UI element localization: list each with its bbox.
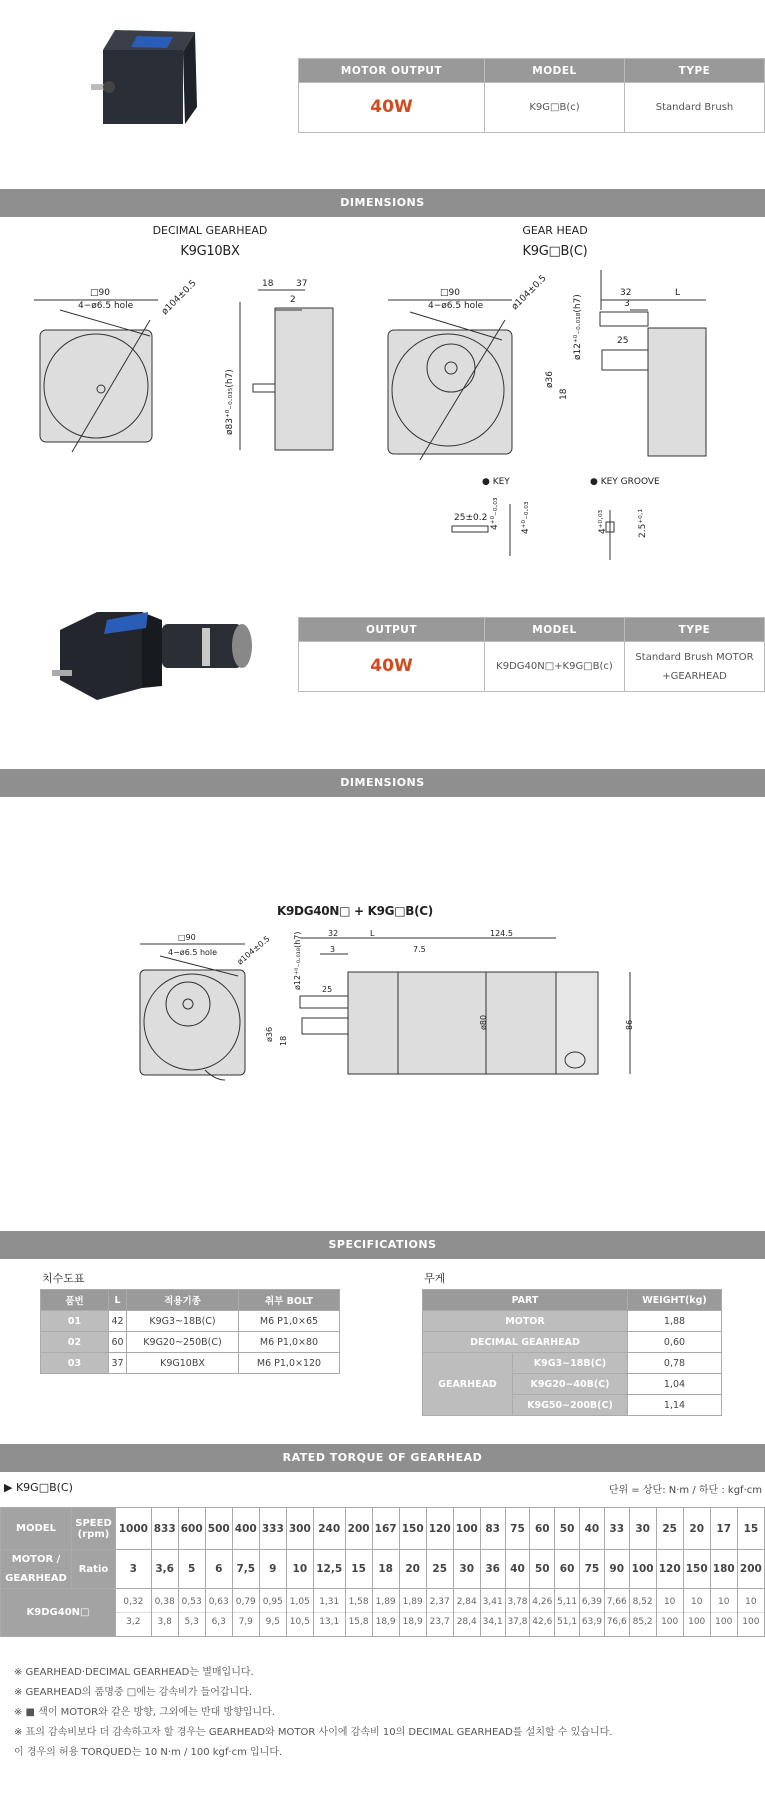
torque-cell xyxy=(737,1589,764,1637)
output-value: 40W xyxy=(299,83,485,133)
dim2-L: L xyxy=(370,930,375,938)
key-dim-4b: 4⁺⁰₋₀.₀₃ xyxy=(521,501,531,534)
cell: 0,78 xyxy=(628,1353,722,1374)
cell: M6 P1,0×80 xyxy=(239,1332,340,1353)
dim2-32: 32 xyxy=(328,930,339,938)
torque-cell xyxy=(286,1589,313,1637)
ratio-cell: 36 xyxy=(480,1550,505,1589)
dim2-pcd: ø104±0.5 xyxy=(235,934,272,967)
ratio-cell: 15 xyxy=(345,1550,372,1589)
drawing2-title: K9DG40N□ + K9G□B(C) xyxy=(276,904,433,918)
torque-cell xyxy=(629,1589,656,1637)
type-line-1: Standard Brush MOTOR xyxy=(635,651,754,663)
speed-cell: 833 xyxy=(151,1508,178,1550)
speed-cell: 83 xyxy=(480,1508,505,1550)
product2-table xyxy=(298,617,765,692)
torque-nm: 1,89 xyxy=(375,1597,396,1607)
torque-nm: 0,63 xyxy=(208,1597,229,1607)
dimensions-bar: DIMENSIONS xyxy=(0,189,765,217)
ratio-cell: 18 xyxy=(372,1550,399,1589)
motor-gearhead-side-view xyxy=(265,930,634,1074)
torque-nm: 0,95 xyxy=(262,1597,283,1607)
torque-unit-note: 단위 = 상단: N·m / 하단 : kgf·cm xyxy=(608,1485,762,1496)
motor-gearhead-front-view xyxy=(140,933,272,1080)
ratio-cell: 7,5 xyxy=(232,1550,259,1589)
torque-cell xyxy=(656,1589,683,1637)
torque-nm: 6,39 xyxy=(581,1597,602,1607)
dimensions-bar-2: DIMENSIONS xyxy=(0,769,765,797)
torque-cell xyxy=(683,1589,710,1637)
ratio-cell: 3,6 xyxy=(151,1550,178,1589)
model-value: K9G□B(c) xyxy=(485,83,625,133)
key-groove-label: ● KEY GROOVE xyxy=(590,477,660,487)
dim-25-1: 25 xyxy=(617,336,629,346)
col-part-no: 품번 xyxy=(41,1290,109,1311)
torque-kgfcm: 5,3 xyxy=(179,1612,205,1632)
col-part: PART xyxy=(423,1290,628,1311)
torque-nm: 1,31 xyxy=(319,1597,340,1607)
model-value: K9DG40N□+K9G□B(c) xyxy=(485,642,625,692)
cell: DECIMAL GEARHEAD xyxy=(423,1332,628,1353)
decimal-gearhead-side-view xyxy=(225,279,333,450)
gearhead-side-view xyxy=(545,270,706,456)
torque-cell xyxy=(205,1589,232,1637)
cell: 37 xyxy=(109,1353,127,1374)
ratio-cell: 12,5 xyxy=(313,1550,345,1589)
torque-cell xyxy=(480,1589,505,1637)
dimension-table-title: 치수도표 xyxy=(42,1272,85,1285)
speed-header: SPEED (rpm) xyxy=(72,1508,116,1550)
speed-cell: 167 xyxy=(372,1508,399,1550)
torque-kgfcm: 3,8 xyxy=(152,1612,178,1632)
table-row xyxy=(423,1311,722,1332)
torque-cell xyxy=(399,1589,426,1637)
right-drawing-model: K9G□B(C) xyxy=(522,244,588,259)
header-model: MODEL xyxy=(485,618,625,642)
torque-nm: 3,78 xyxy=(507,1597,528,1607)
motor-gearhead-header: MOTOR / GEARHEAD xyxy=(1,1550,72,1589)
cell: MOTOR xyxy=(423,1311,628,1332)
key-dim-4a: 4⁺⁰₋₀.₀₃ xyxy=(490,497,500,530)
header-type: TYPE xyxy=(625,618,765,642)
ratio-cell: 100 xyxy=(629,1550,656,1589)
torque-nm: 10 xyxy=(663,1597,676,1607)
speed-cell: 333 xyxy=(259,1508,286,1550)
cell: 01 xyxy=(41,1311,109,1332)
cell: 42 xyxy=(109,1311,127,1332)
speed-cell: 150 xyxy=(399,1508,426,1550)
table-row xyxy=(41,1332,340,1353)
technical-drawing-1 xyxy=(0,270,765,570)
torque-cell xyxy=(259,1589,286,1637)
torque-kgfcm: 37,8 xyxy=(506,1612,530,1632)
speed-cell: 75 xyxy=(505,1508,530,1550)
speed-cell: 600 xyxy=(178,1508,205,1550)
ratio-cell: 40 xyxy=(505,1550,530,1589)
torque-cell xyxy=(555,1589,580,1637)
motor-model: K9DG40N□ xyxy=(1,1589,116,1637)
cell: 1,04 xyxy=(628,1374,722,1395)
dim-L: L xyxy=(675,288,681,298)
dim2-80: ø80 xyxy=(479,1014,488,1030)
torque-nm: 2,84 xyxy=(456,1597,477,1607)
torque-model-title: ▶ K9G□B(C) xyxy=(4,1481,73,1494)
left-drawing-heading: DECIMAL GEARHEAD xyxy=(152,224,268,237)
note-5: 이 경우의 허용 TORQUED는 10 N·m / 100 kgf·cm 입니다. xyxy=(14,1747,283,1758)
speed-cell: 60 xyxy=(530,1508,555,1550)
cell: M6 P1,0×65 xyxy=(239,1311,340,1332)
torque-cell xyxy=(426,1589,453,1637)
key-dim-25: 25±0.2 xyxy=(454,513,488,523)
key-groove-detail xyxy=(590,477,660,560)
col-applicable: 적용기종 xyxy=(127,1290,239,1311)
dim2-25: 25 xyxy=(322,985,333,994)
gearhead-product-photo xyxy=(85,22,205,127)
dim2-75: 7.5 xyxy=(413,945,426,954)
left-drawing-model: K9G10BX xyxy=(180,244,240,259)
decimal-gearhead-front-view xyxy=(34,279,199,452)
torque-kgfcm: 7,9 xyxy=(233,1612,259,1632)
header-model: MODEL xyxy=(485,59,625,83)
header-type: TYPE xyxy=(625,59,765,83)
speed-cell: 240 xyxy=(313,1508,345,1550)
key-label: ● KEY xyxy=(482,477,510,487)
dim-18-1: 18 xyxy=(262,279,274,289)
ratio-cell: 6 xyxy=(205,1550,232,1589)
ratio-cell: 75 xyxy=(580,1550,605,1589)
torque-kgfcm: 10,5 xyxy=(287,1612,313,1632)
dim2-square: □90 xyxy=(178,933,196,942)
dim-18-2: 18 xyxy=(559,388,569,400)
cell: 1,14 xyxy=(628,1395,722,1416)
torque-kgfcm: 100 xyxy=(657,1612,683,1632)
torque-kgfcm: 18,9 xyxy=(373,1612,399,1632)
torque-cell xyxy=(505,1589,530,1637)
cell: 03 xyxy=(41,1353,109,1374)
dim-32: 32 xyxy=(620,288,632,298)
ratio-cell: 10 xyxy=(286,1550,313,1589)
torque-cell xyxy=(232,1589,259,1637)
torque-kgfcm: 3,2 xyxy=(116,1612,151,1632)
col-bolt: 취부 BOLT xyxy=(239,1290,340,1311)
ratio-cell: 150 xyxy=(683,1550,710,1589)
cell: GEARHEAD xyxy=(423,1353,513,1416)
torque-cell xyxy=(580,1589,605,1637)
col-weight: WEIGHT(kg) xyxy=(628,1290,722,1311)
motor-gearhead-product-photo xyxy=(52,590,252,705)
dimension-table xyxy=(40,1289,340,1374)
torque-nm: 0,79 xyxy=(235,1597,256,1607)
dim-2: 2 xyxy=(290,295,296,305)
technical-drawing-2 xyxy=(0,930,765,1090)
cell: K9G50~200B(C) xyxy=(513,1395,628,1416)
dim-hole-2: 4−ø6.5 hole xyxy=(428,301,484,311)
dim-pcd-2: ø104±0.5 xyxy=(510,273,549,313)
speed-cell: 40 xyxy=(580,1508,605,1550)
cell: K9G3~18B(C) xyxy=(127,1311,239,1332)
cell: 60 xyxy=(109,1332,127,1353)
torque-kgfcm: 85,2 xyxy=(630,1612,656,1632)
dim-hole-1: 4−ø6.5 hole xyxy=(78,301,134,311)
cell: K9G20~40B(C) xyxy=(513,1374,628,1395)
cell: 1,88 xyxy=(628,1311,722,1332)
dim-37: 37 xyxy=(296,279,308,289)
dim2-124: 124.5 xyxy=(490,930,513,938)
ratio-header: Ratio xyxy=(72,1550,116,1589)
ratio-cell: 60 xyxy=(555,1550,580,1589)
table-row xyxy=(423,1332,722,1353)
torque-cell xyxy=(345,1589,372,1637)
torque-cell xyxy=(530,1589,555,1637)
torque-nm: 7,66 xyxy=(606,1597,627,1607)
gearhead-front-view xyxy=(388,274,549,460)
torque-nm: 10 xyxy=(745,1597,757,1607)
type-value xyxy=(625,642,765,692)
torque-kgfcm: 28,4 xyxy=(454,1612,480,1632)
right-drawing-heading: GEAR HEAD xyxy=(522,224,588,237)
dim-36: ø36 xyxy=(545,371,555,388)
note-4: ※ 표의 감속비보다 더 감속하고자 할 경우는 GEARHEAD와 MOTOR 사이에 감속비 10의 DECIMAL GEARHEAD를 설치할 수 있습니다. xyxy=(14,1727,613,1738)
dim-square-1: □90 xyxy=(90,288,110,298)
ratio-cell: 50 xyxy=(530,1550,555,1589)
torque-kgfcm: 63,9 xyxy=(580,1612,604,1632)
torque-kgfcm: 23,7 xyxy=(427,1612,453,1632)
torque-cell xyxy=(604,1589,629,1637)
torque-kgfcm: 13,1 xyxy=(314,1612,345,1632)
torque-cell xyxy=(116,1589,152,1637)
speed-cell: 120 xyxy=(426,1508,453,1550)
model-header: MODEL xyxy=(1,1508,72,1550)
torque-nm: 10 xyxy=(718,1597,730,1607)
torque-nm: 3,41 xyxy=(482,1597,503,1607)
dim-3: 3 xyxy=(624,299,630,309)
cell: K9G10BX xyxy=(127,1353,239,1374)
torque-nm: 1,58 xyxy=(348,1597,369,1607)
weight-table-title: 무게 xyxy=(424,1272,446,1285)
torque-nm: 0,32 xyxy=(123,1597,144,1607)
type-line-2: +GEARHEAD xyxy=(662,670,727,682)
note-1: ※ GEARHEAD·DECIMAL GEARHEAD는 별매입니다. xyxy=(14,1667,254,1678)
torque-nm: 2,37 xyxy=(429,1597,450,1607)
header-output: MOTOR OUTPUT xyxy=(299,59,485,83)
dim2-18: 18 xyxy=(279,1035,288,1046)
ratio-cell: 200 xyxy=(737,1550,764,1589)
ratio-cell: 9 xyxy=(259,1550,286,1589)
torque-nm: 0,53 xyxy=(181,1597,202,1607)
torque-nm: 8,52 xyxy=(632,1597,653,1607)
groove-dim-25: 2.5⁺⁰·¹ xyxy=(638,508,648,538)
dim2-86: 86 xyxy=(625,1019,634,1030)
torque-cell xyxy=(710,1589,737,1637)
torque-nm: 0,38 xyxy=(154,1597,175,1607)
torque-nm: 4,26 xyxy=(532,1597,553,1607)
torque-cell xyxy=(178,1589,205,1637)
table-row xyxy=(423,1353,722,1374)
speed-cell: 500 xyxy=(205,1508,232,1550)
torque-kgfcm: 6,3 xyxy=(206,1612,232,1632)
weight-table xyxy=(422,1289,722,1416)
speed-cell: 25 xyxy=(656,1508,683,1550)
key-detail xyxy=(452,477,531,556)
speed-cell: 33 xyxy=(604,1508,629,1550)
torque-kgfcm: 51,1 xyxy=(555,1612,579,1632)
speed-cell: 15 xyxy=(737,1508,764,1550)
specifications-bar: SPECIFICATIONS xyxy=(0,1231,765,1259)
table-row xyxy=(41,1353,340,1374)
dim-square-2: □90 xyxy=(440,288,460,298)
note-3: ※ ■ 색이 MOTOR와 같은 방향, 그외에는 반대 방향입니다. xyxy=(14,1707,275,1718)
groove-dim-4: 4⁺⁰·⁰³ xyxy=(598,509,608,534)
torque-nm: 1,89 xyxy=(402,1597,423,1607)
torque-nm: 10 xyxy=(690,1597,703,1607)
torque-kgfcm: 100 xyxy=(738,1612,764,1632)
cell: 0,60 xyxy=(628,1332,722,1353)
speed-cell: 17 xyxy=(710,1508,737,1550)
torque-nm: 1,05 xyxy=(289,1597,310,1607)
ratio-cell: 20 xyxy=(399,1550,426,1589)
dim-shaft-83: ø83⁺⁰₋₀.₀₃₅(h7) xyxy=(225,369,235,435)
speed-cell: 30 xyxy=(629,1508,656,1550)
speed-cell: 300 xyxy=(286,1508,313,1550)
torque-cell xyxy=(453,1589,480,1637)
speed-cell: 50 xyxy=(555,1508,580,1550)
speed-cell: 20 xyxy=(683,1508,710,1550)
speed-cell: 100 xyxy=(453,1508,480,1550)
cell: 02 xyxy=(41,1332,109,1353)
table-row xyxy=(41,1311,340,1332)
ratio-cell: 120 xyxy=(656,1550,683,1589)
torque-kgfcm: 100 xyxy=(684,1612,710,1632)
ratio-cell: 90 xyxy=(604,1550,629,1589)
dim2-12: ø12⁺⁰₋₀.₀₁₈(h7) xyxy=(293,931,302,990)
speed-cell: 400 xyxy=(232,1508,259,1550)
product1-table xyxy=(298,58,765,133)
torque-cell xyxy=(372,1589,399,1637)
output-value: 40W xyxy=(299,642,485,692)
dim2-36: ø36 xyxy=(265,1026,274,1042)
dim-pcd-1: ø104±0.5 xyxy=(160,278,199,318)
torque-kgfcm: 100 xyxy=(711,1612,737,1632)
torque-kgfcm: 9,5 xyxy=(260,1612,286,1632)
ratio-cell: 30 xyxy=(453,1550,480,1589)
torque-kgfcm: 15,8 xyxy=(346,1612,372,1632)
type-value: Standard Brush xyxy=(625,83,765,133)
torque-kgfcm: 34,1 xyxy=(481,1612,505,1632)
torque-kgfcm: 76,6 xyxy=(605,1612,629,1632)
col-L: L xyxy=(109,1290,127,1311)
cell: M6 P1,0×120 xyxy=(239,1353,340,1374)
note-2: ※ GEARHEAD의 품명중 □에는 감속비가 들어갑니다. xyxy=(14,1687,253,1698)
header-output: OUTPUT xyxy=(299,618,485,642)
torque-bar: RATED TORQUE OF GEARHEAD xyxy=(0,1444,765,1472)
dim2-3: 3 xyxy=(330,945,336,954)
speed-cell: 1000 xyxy=(116,1508,152,1550)
ratio-cell: 5 xyxy=(178,1550,205,1589)
ratio-cell: 180 xyxy=(710,1550,737,1589)
ratio-cell: 25 xyxy=(426,1550,453,1589)
torque-cell xyxy=(313,1589,345,1637)
cell: K9G3~18B(C) xyxy=(513,1353,628,1374)
dim2-hole: 4−ø6.5 hole xyxy=(168,948,218,957)
torque-table xyxy=(0,1507,765,1637)
cell: K9G20~250B(C) xyxy=(127,1332,239,1353)
torque-kgfcm: 18,9 xyxy=(400,1612,426,1632)
speed-cell: 200 xyxy=(345,1508,372,1550)
torque-cell xyxy=(151,1589,178,1637)
torque-nm: 5,11 xyxy=(557,1597,578,1607)
torque-kgfcm: 42,6 xyxy=(530,1612,554,1632)
ratio-cell: 3 xyxy=(116,1550,152,1589)
dim-12: ø12⁺⁰₋₀.₀₁₈(h7) xyxy=(573,294,583,360)
